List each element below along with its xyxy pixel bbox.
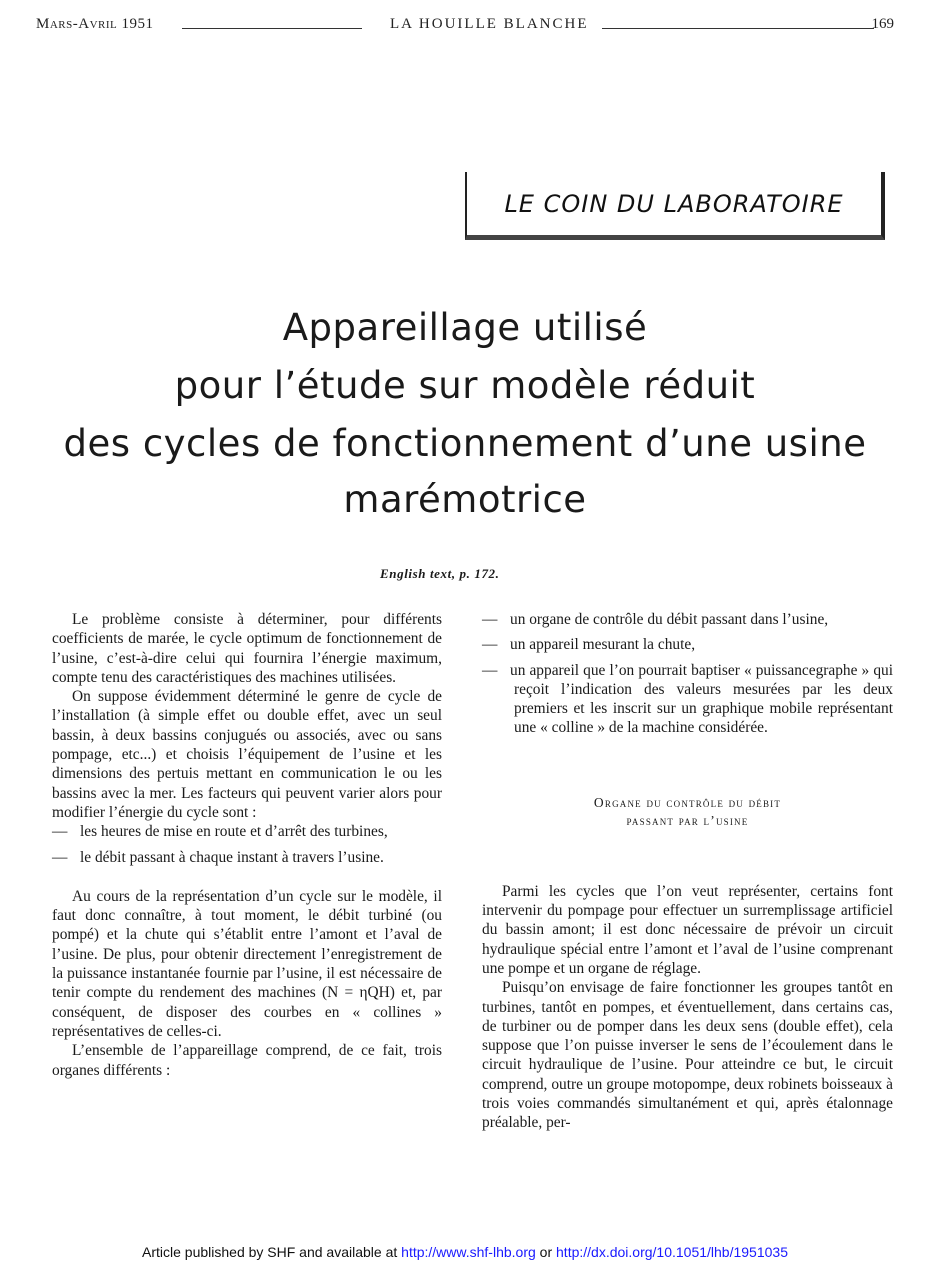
article-title-line-4: marémotrice xyxy=(343,478,587,521)
article-title-line-2: pour l’étude sur modèle réduit xyxy=(174,364,756,407)
dash-bullet: — xyxy=(482,611,498,628)
paragraph: Le problème consiste à déterminer, pour différents coefficients de marée, le cycle optimum de fonctionnement de l’usine, c’est-à-dire celui qui fournira l’énergie maximum, compte tenu des caractéristiques des machines utilisées. xyxy=(52,611,442,686)
footer-text: Article published by SHF and available at xyxy=(142,1244,398,1260)
publication-footer xyxy=(0,1244,930,1260)
section-heading-line-2: passant par l’usine xyxy=(626,812,749,828)
doi-link[interactable]: http://dx.doi.org/10.1051/lhb/1951035 xyxy=(556,1244,788,1260)
dash-bullet: — xyxy=(52,848,68,866)
right-column xyxy=(482,610,893,1133)
journal-name: LA HOUILLE BLANCHE xyxy=(390,16,589,32)
article-title-line-3: des cycles de fonctionnement d’une usine xyxy=(63,422,867,465)
dash-bullet: — xyxy=(52,823,68,841)
section-banner-label: LE COIN DU LABORATOIRE xyxy=(504,190,844,218)
section-banner xyxy=(465,172,885,240)
list-item: — le débit passant à chaque instant à travers l’usine. xyxy=(52,848,384,866)
paragraph: L’ensemble de l’appareillage comprend, de ce fait, trois organes différents : xyxy=(52,1042,442,1079)
header-rule-right xyxy=(602,28,874,29)
paragraph: On suppose évidemment déterminé le genre de cycle de l’installation (à simple effet ou double effet, avec un seul bassin, à deux bassins conjugués ou associés, avec ou sans pompage, etc...) et choisis l’équipement de l’usine et les dimensions des pertuis mettant en communication le ou les bassins avec la mer. Les facteurs qui peuvent varier alors pour modifier l’énergie du cycle sont : xyxy=(52,688,442,821)
dash-bullet: — xyxy=(482,636,498,654)
shf-link[interactable]: http://www.shf-lhb.org xyxy=(401,1244,536,1260)
section-heading-line-1: Organe du contrôle du débit xyxy=(593,794,782,810)
running-header xyxy=(36,16,894,36)
page-number: 169 xyxy=(871,16,894,32)
paragraph: Parmi les cycles que l’on veut représenter, certains font intervenir du pompage pour effectuer un surremplissage artificiel du bassin amont; il est donc nécessaire de prévoir un circuit hydraulique spécial entre l’amont et l’aval de l’usine comprenant une pompe et un organe de réglage. xyxy=(482,882,893,977)
article-title-line-1: Appareillage utilisé xyxy=(282,306,648,349)
issue-date: Mars-Avril 1951 xyxy=(36,16,154,32)
paragraph: Au cours de la représentation d’un cycle sur le modèle, il faut donc connaître, à tout moment, le débit turbiné (ou pompé) et la chute qui s’établit entre l’amont et l’aval de l’usine. De plus, pour obtenir directement l’enregistrement de la puissance instantanée fournie par l’usine, il est nécessaire de tenir compte du rendement des machines (N = ηQH) et, par conséquent, de disposer des courbes en « collines » représentatives de celles-ci. xyxy=(52,887,442,1040)
paragraph: Puisqu’on envisage de faire fonctionner les groupes tantôt en turbines, tantôt en pompes, et éventuellement, dans certains cas, de turbiner ou de pomper dans les deux sens (double effet), cela suppose que l’on puisse inverser le sens de l’écoulement dans le circuit hydraulique de l’usine. Pour atteindre ce but, le circuit comprend, outre un groupe motopompe, deux robinets boisseaux à trois voies commandés simultanément et qui, après étalonnage préalable, per- xyxy=(482,979,893,1132)
footer-or: or xyxy=(539,1244,553,1260)
english-text-reference: English text, p. 172. xyxy=(380,566,500,581)
left-column xyxy=(52,610,442,1080)
dash-bullet: — xyxy=(482,661,498,679)
section-heading xyxy=(482,794,893,830)
list-item: — un appareil que l’on pourrait baptiser « puissancegraphe » qui reçoit l’indication des valeurs mesurées par les deux premiers et les inscrit sur un graphique mobile représentant une « colline » de la machine considérée. xyxy=(482,661,893,737)
header-rule-left xyxy=(182,28,362,29)
list-item: — un appareil mesurant la chute, xyxy=(482,636,696,654)
list-item: — un organe de contrôle du débit passant dans l’usine, xyxy=(482,611,829,628)
list-item: — les heures de mise en route et d’arrêt des turbines, xyxy=(52,823,388,841)
